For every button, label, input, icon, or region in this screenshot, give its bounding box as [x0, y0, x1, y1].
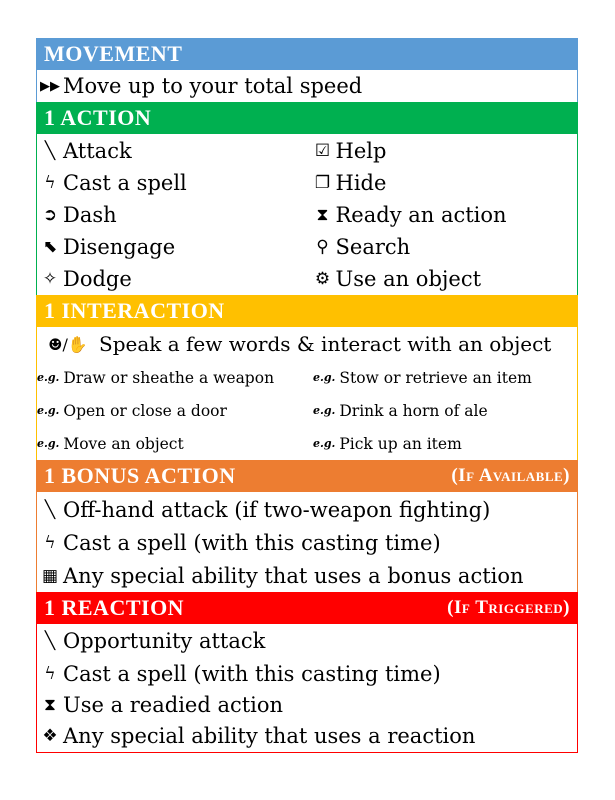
dagger-icon: ╲ — [44, 631, 56, 651]
action-label: Disengage — [63, 235, 176, 259]
movement-header — [36, 38, 578, 70]
bonus-title: 1 BONUS ACTION — [44, 463, 236, 488]
action-section — [36, 134, 578, 295]
reaction-item — [37, 720, 577, 752]
action-label: Ready an action — [335, 203, 507, 227]
interaction-example — [37, 394, 301, 427]
bonus-section — [36, 492, 578, 592]
action-item — [37, 263, 305, 295]
bonus-item — [37, 492, 577, 527]
action-right-column — [305, 135, 578, 295]
dash-arrow-icon: ➲ — [42, 205, 58, 225]
reaction-item — [37, 658, 577, 689]
gift-icon: ▦ — [41, 565, 59, 586]
action-header — [36, 102, 578, 134]
interaction-example — [313, 427, 577, 460]
reaction-label: Use a readied action — [63, 692, 284, 717]
example-text: Draw or sheathe a weapon — [63, 368, 275, 387]
action-item — [37, 231, 305, 263]
movement-title: MOVEMENT — [44, 41, 183, 66]
example-text: Move an object — [63, 434, 184, 453]
hourglass-icon: ⧗ — [44, 694, 56, 715]
lightning-icon: ϟ — [44, 663, 56, 684]
fast-forward-icon: ▶▶ — [40, 78, 60, 94]
movement-text: Move up to your total speed — [63, 74, 363, 98]
movement-item — [37, 70, 577, 102]
interaction-example — [313, 361, 577, 394]
bonus-label: Off-hand attack (if two-weapon fighting) — [63, 497, 491, 522]
lightning-icon: ϟ — [44, 173, 56, 193]
interaction-main-text: Speak a few words & interact with an object — [99, 332, 552, 356]
action-item — [37, 199, 305, 231]
diamond-icon: ❖ — [42, 726, 58, 746]
action-item — [310, 199, 578, 231]
example-text: Stow or retrieve an item — [339, 368, 532, 387]
interaction-right-examples — [301, 361, 577, 460]
action-label: Use an object — [335, 267, 482, 291]
action-label: Dodge — [63, 267, 132, 291]
bonus-header — [36, 460, 578, 492]
interaction-section — [36, 327, 578, 460]
disengage-arrow-icon: ⬉ — [42, 237, 58, 257]
eg-label: e.g. — [313, 437, 336, 450]
eg-label: e.g. — [37, 437, 60, 450]
checkbox-icon: ☑ — [314, 141, 331, 161]
action-item — [310, 263, 578, 295]
action-item — [37, 167, 305, 199]
action-title: 1 ACTION — [44, 105, 152, 130]
action-item — [310, 135, 578, 167]
eg-label: e.g. — [313, 371, 336, 384]
reaction-label: Opportunity attack — [63, 629, 266, 653]
gear-icon: ⚙ — [314, 269, 331, 289]
reaction-section — [36, 624, 578, 753]
reaction-title: 1 REACTION — [44, 595, 185, 620]
eg-label: e.g. — [37, 371, 60, 384]
bonus-item — [37, 559, 577, 592]
action-label: Search — [335, 235, 411, 259]
speak-hand-icon: ☻/✋ — [48, 334, 88, 354]
bonus-item — [37, 527, 577, 559]
magnifier-icon: ⚲ — [316, 237, 329, 257]
hourglass-icon: ⧗ — [316, 205, 329, 225]
action-label: Hide — [335, 171, 387, 195]
interaction-example — [37, 427, 301, 460]
action-label: Help — [335, 139, 387, 163]
dagger-icon: ╲ — [44, 499, 56, 520]
hide-box-icon: ❐ — [314, 173, 331, 193]
reaction-label: Cast a spell (with this casting time) — [63, 661, 441, 686]
reaction-subtitle: (If Triggered) — [447, 597, 570, 618]
action-economy-card — [36, 38, 578, 753]
action-item — [310, 231, 578, 263]
example-text: Open or close a door — [63, 401, 227, 420]
action-item — [310, 167, 578, 199]
action-item — [37, 135, 305, 167]
interaction-main — [37, 327, 577, 361]
bonus-label: Cast a spell (with this casting time) — [63, 531, 441, 555]
lightning-icon: ϟ — [44, 533, 56, 553]
dodge-star-icon: ✧ — [42, 269, 58, 289]
action-label: Attack — [63, 139, 132, 163]
bonus-subtitle: (If Available) — [451, 465, 570, 486]
eg-label: e.g. — [37, 404, 60, 417]
action-label: Cast a spell — [63, 171, 187, 195]
bonus-label: Any special ability that uses a bonus action — [63, 563, 524, 588]
interaction-example — [313, 394, 577, 427]
dagger-icon: ╲ — [44, 141, 56, 161]
interaction-title: 1 INTERACTION — [44, 298, 225, 323]
example-text: Drink a horn of ale — [339, 401, 488, 420]
interaction-header — [36, 295, 578, 327]
reaction-label: Any special ability that uses a reaction — [63, 724, 476, 748]
example-text: Pick up an item — [339, 434, 462, 453]
action-left-column — [37, 135, 305, 295]
reaction-header — [36, 592, 578, 624]
eg-label: e.g. — [313, 404, 336, 417]
movement-section — [36, 70, 578, 102]
reaction-item — [37, 689, 577, 720]
interaction-example — [37, 361, 301, 394]
interaction-left-examples — [37, 361, 301, 460]
reaction-item — [37, 624, 577, 658]
action-label: Dash — [63, 203, 117, 227]
